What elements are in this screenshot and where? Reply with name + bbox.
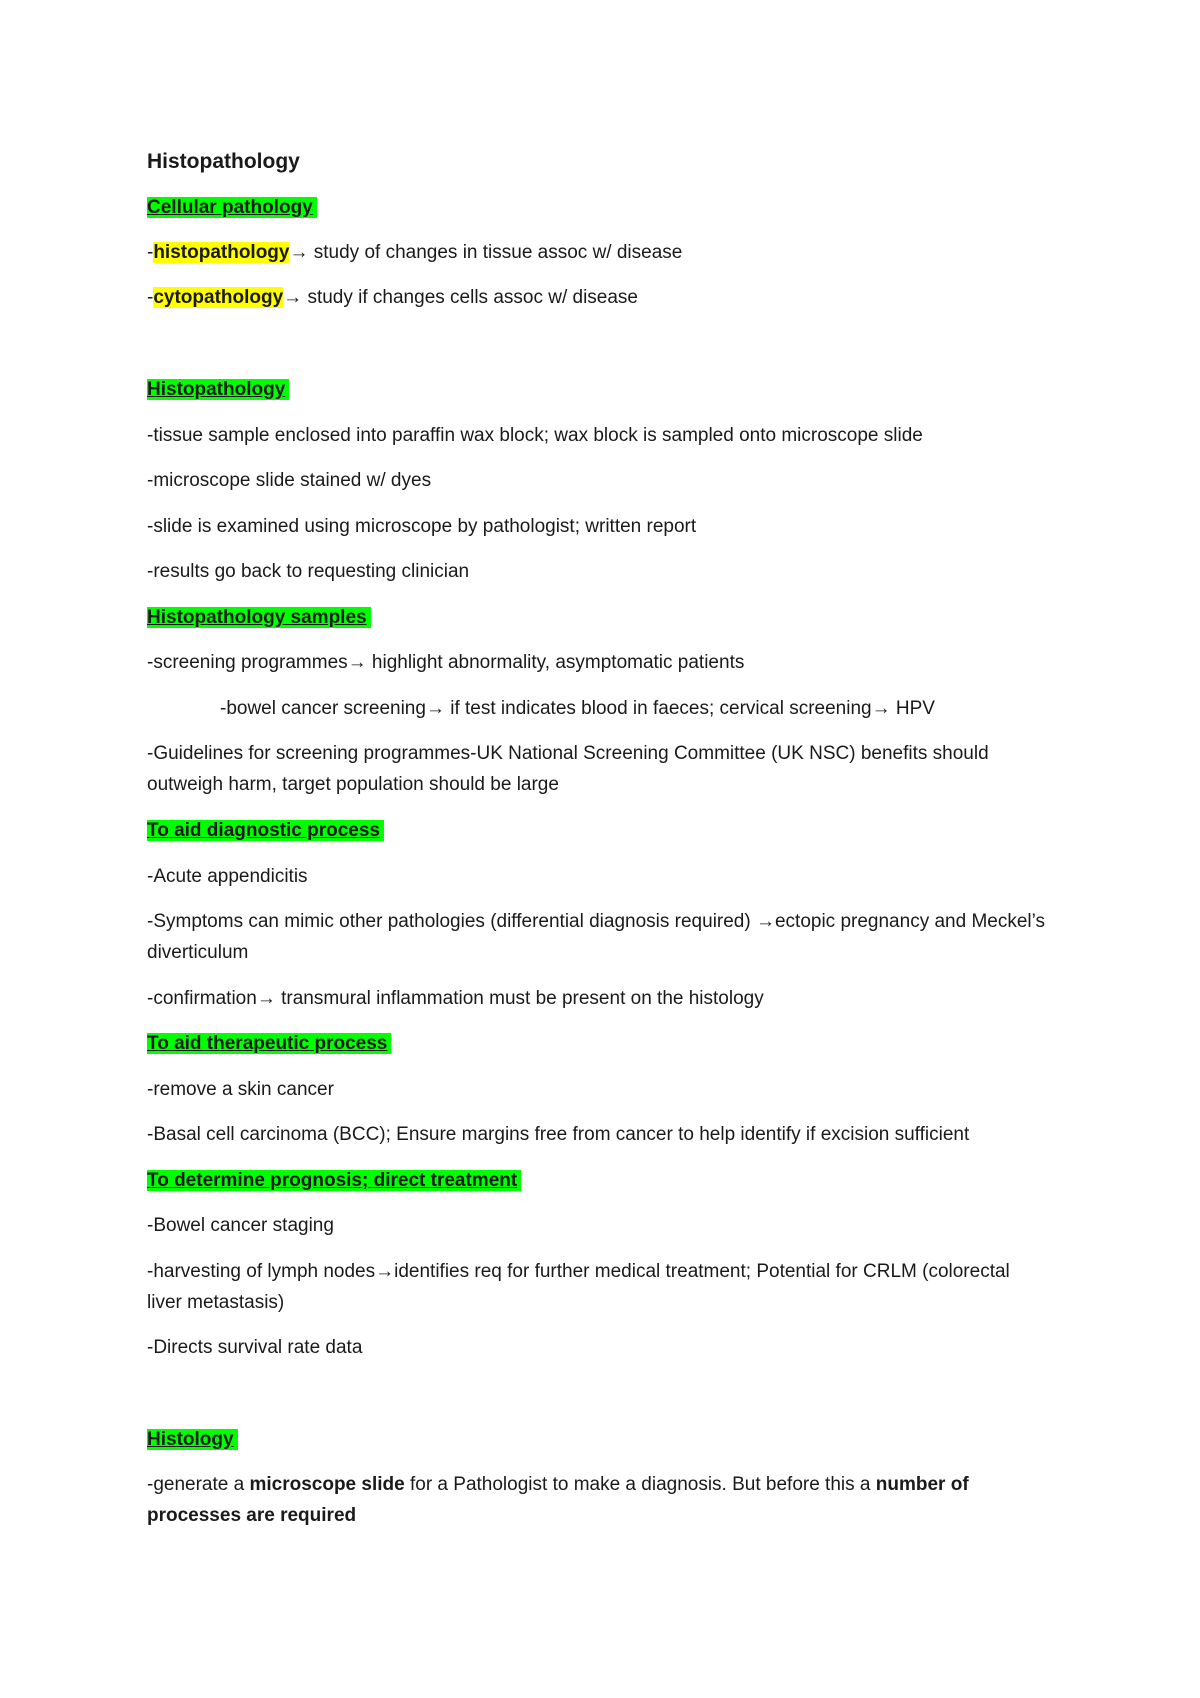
list-item: -screening programmes→ highlight abnormality, asymptomatic patients (147, 652, 745, 673)
heading-text: Histopathology (147, 379, 289, 400)
definition-text: → study of changes in tissue assoc w/ disease (289, 242, 683, 263)
section-heading-histology (147, 1424, 1047, 1455)
list-item: -Directs survival rate data (147, 1337, 363, 1358)
heading-text: To determine prognosis; direct treatment (147, 1170, 521, 1191)
section-heading-therapeutic-process (147, 1028, 1047, 1059)
definition-histopathology (147, 237, 1047, 268)
list-item: -confirmation→ transmural inflammation must be present on the histology (147, 988, 764, 1009)
heading-text: To aid diagnostic process (147, 820, 384, 841)
dash: - (147, 242, 154, 263)
text-run: -generate a (147, 1474, 250, 1495)
dash: - (147, 287, 154, 308)
definition-text: → study if changes cells assoc w/ disease (283, 287, 639, 308)
list-item: -slide is examined using microscope by pathologist; written report (147, 516, 697, 537)
section-heading-diagnostic-process (147, 815, 1047, 846)
histology-paragraph (147, 1469, 1047, 1531)
bold-run: microscope slide (249, 1474, 405, 1495)
list-item: -results go back to requesting clinician (147, 561, 470, 582)
list-item-indented: -bowel cancer screening→ if test indicates blood in faeces; cervical screening→ HPV (220, 698, 935, 719)
list-item: -Bowel cancer staging (147, 1215, 334, 1236)
list-item: -Guidelines for screening programmes-UK National Screening Committee (UK NSC) benefits should outweigh harm, target population should be large (147, 743, 989, 795)
list-item: -tissue sample enclosed into paraffin wax block; wax block is sampled onto microscope slide (147, 425, 923, 446)
section-heading-histopathology-samples (147, 602, 1047, 633)
heading-text: Cellular pathology (147, 197, 317, 218)
list-item: -remove a skin cancer (147, 1079, 334, 1100)
list-item: -harvesting of lymph nodes→identifies req for further medical treatment; Potential for CRLM (colorectal liver metastasis) (147, 1261, 1010, 1313)
section-heading-histopathology (147, 374, 1047, 405)
heading-text: Histopathology samples (147, 607, 371, 628)
bold-run: number of processes are required (147, 1474, 969, 1526)
highlighted-term: histopathology (153, 242, 290, 263)
list-item: -Basal cell carcinoma (BCC); Ensure margins free from cancer to help identify if excision sufficient (147, 1124, 970, 1145)
heading-text: To aid therapeutic process (147, 1033, 391, 1054)
highlighted-term: cytopathology (153, 287, 284, 308)
text-run: for a Pathologist to make a diagnosis. But before this a (404, 1474, 876, 1495)
list-item: -Acute appendicitis (147, 866, 308, 887)
document-title: Histopathology (147, 150, 300, 173)
section-heading-prognosis (147, 1165, 1047, 1196)
definition-cytopathology (147, 282, 1047, 313)
heading-text: Histology (147, 1429, 238, 1450)
list-item: -microscope slide stained w/ dyes (147, 470, 432, 491)
section-heading-cellular-pathology (147, 192, 1047, 223)
list-item: -Symptoms can mimic other pathologies (differential diagnosis required) →ectopic pregnancy and Meckel’s diverticulum (147, 911, 1046, 963)
